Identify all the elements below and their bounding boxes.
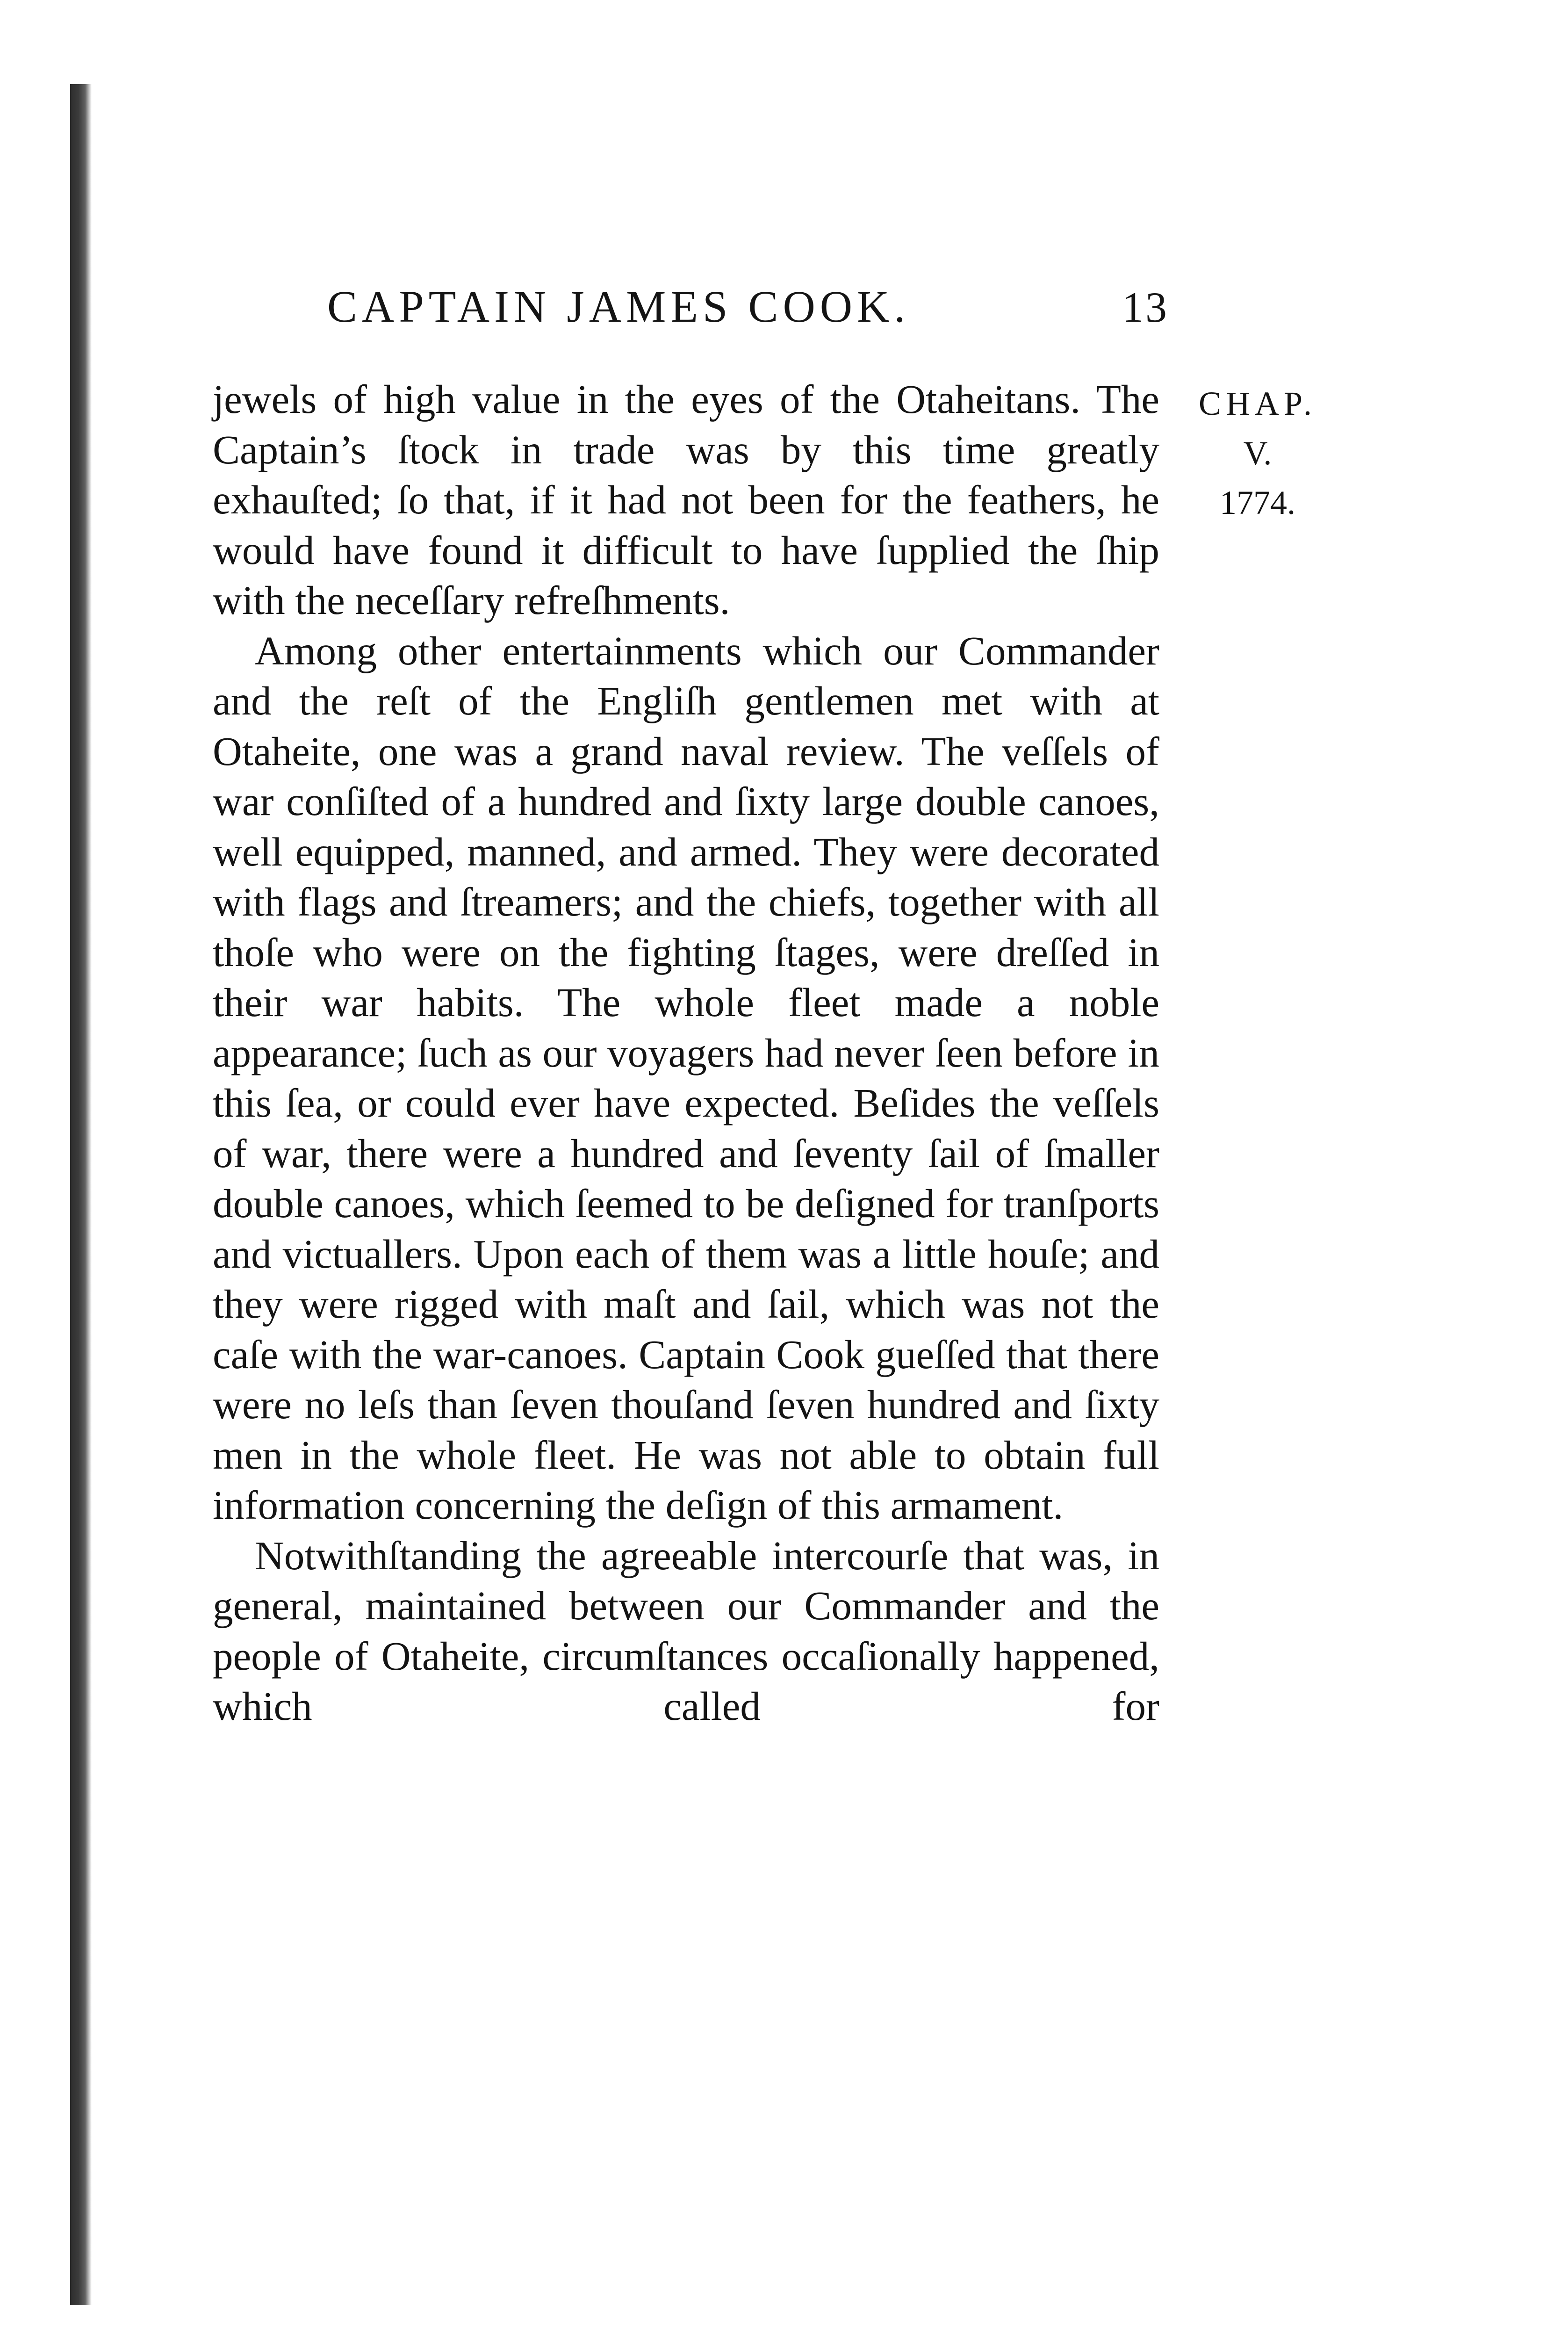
paragraph-intercourse: Notwithſtanding the agreeable intercourſe that was, in general, maintained between our Commander and the people of Otaheite, circumſtances occaſionally happened, which called for [213, 1532, 1159, 1729]
paragraph-naval-review: Among other entertainments which our Commander and the reſt of the Engliſh gentlemen met with at Otaheite, one was a grand naval review. The veſſels of war conſiſted of a hundred and ſixty large double canoes, well equipped, manned, and armed. They were decorated with flags and ſtreamers; and the chiefs, together with all thoſe who were on the fighting ſtages, were dreſſed in their war habits. The whole fleet made a noble appearance; ſuch as our voyagers had never ſeen before in this ſea, or could ever have expected. Beſides the veſſels of war, there were a hundred and ſeventy ſail of ſmaller double canoes, which ſeemed to be deſigned for tranſports and victuallers. Upon each of them was a little houſe; and they were rigged with maſt and ſail, which was not the caſe with the war-canoes. Captain Cook gueſſed that there were no leſs than ſeven thouſand ſeven hundred and ſixty men in the whole fleet. He was not able to obtain full information concerning the deſign of this armament. [213, 628, 1159, 1528]
chapter-number: V. [1243, 434, 1272, 472]
binding-shadow [70, 84, 92, 2305]
running-head-title: CAPTAIN JAMES COOK. [327, 281, 910, 332]
margin-year: 1774. [1220, 484, 1295, 521]
margin-note [1173, 379, 1342, 527]
page-number: 13 [1122, 283, 1169, 331]
body-text [213, 374, 1159, 1732]
running-head [327, 281, 1169, 332]
paragraph-continuation: jewels of high value in the eyes of the Otaheitans. The Captain’s ſtock in trade was by this time greatly exhauſted; ſo that, if it had not been for the feathers, he would have found it difficult to have ſupplied the ſhip with the neceſſary refreſhments. [213, 376, 1159, 623]
chapter-label: CHAP. [1198, 385, 1317, 422]
